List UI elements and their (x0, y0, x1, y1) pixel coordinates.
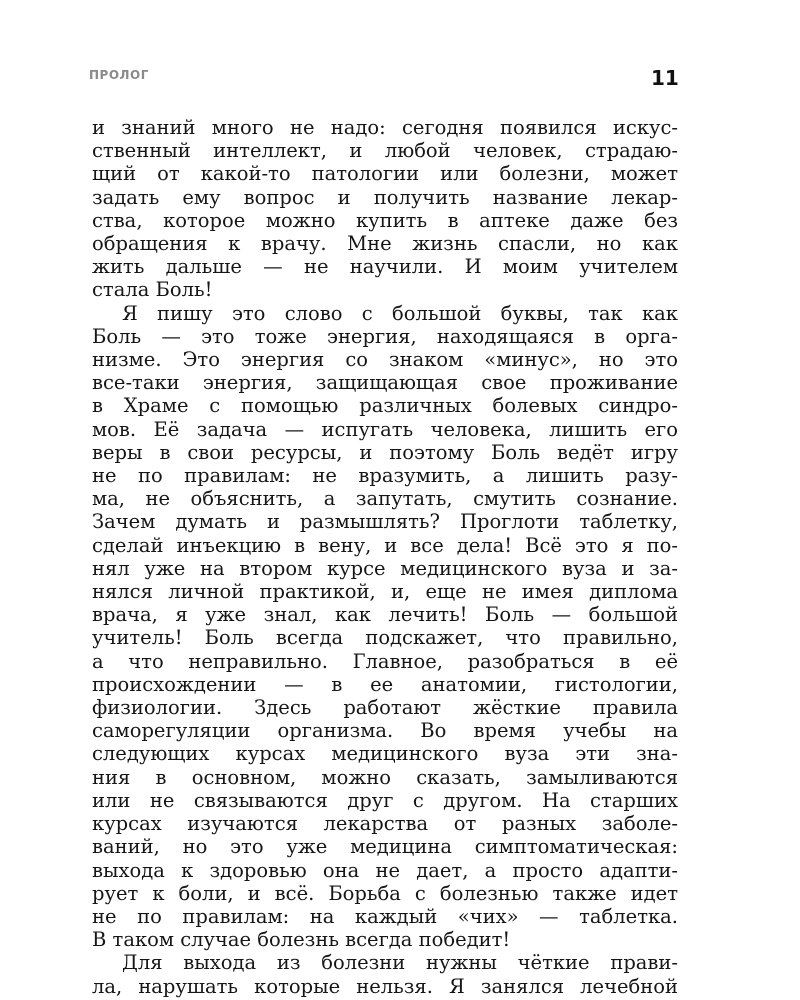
text-line: В таком случае болезнь всегда победит! (92, 928, 511, 952)
text-line: мов. Её задача — испугать человека, лишить его (92, 417, 678, 441)
text-line: и знаний много не надо: сегодня появился искус- (92, 116, 678, 139)
text-line: нял уже на втором курсе медицинского вуза и за- (92, 556, 678, 580)
paragraph-1 (92, 116, 678, 302)
paragraph-3 (92, 951, 678, 997)
text-line: происхождении — в ее анатомии, гистологии, (92, 672, 678, 696)
page-number: 11 (651, 66, 679, 90)
text-line: щий от какой-то патологии или болезни, может (92, 162, 678, 186)
text-line: стала Боль! (92, 278, 213, 302)
text-line: Зачем думать и размышлять? Проглоти таблетку, (92, 510, 678, 534)
text-line: рует к боли, и всё. Борьба с болезнью также идет (92, 881, 678, 905)
text-line: Я пишу это слово с большой буквы, так как (122, 301, 678, 325)
text-line: курсах изучаются лекарства от разных заболе- (92, 812, 678, 836)
text-line: следующих курсах медицинского вуза эти зна- (92, 742, 678, 766)
text-line: ственный интеллект, и любой человек, страдаю- (92, 139, 678, 163)
paragraph-2 (92, 302, 678, 952)
text-line: не по правилам: не вразумить, а лишить разу- (92, 464, 678, 488)
text-line: ния в основном, можно сказать, замыливаются (92, 765, 678, 789)
text-line: ма, не объяснить, а запутать, смутить сознание. (92, 487, 678, 511)
text-line: физиологии. Здесь работают жёсткие правила (92, 696, 678, 720)
text-line: жить дальше — не научили. И моим учителем (92, 255, 678, 279)
running-head: ПРОЛОГ (89, 68, 149, 82)
text-line: ства, которое можно купить в аптеке даже без (92, 208, 678, 232)
text-line: обращения к врачу. Мне жизнь спасли, но как (92, 232, 678, 256)
text-line: все-таки энергия, защищающая свое проживание (92, 371, 678, 395)
text-line: Для выхода из болезни нужны чёткие прави- (122, 951, 678, 975)
text-line: выхода к здоровью она не дает, а просто адапти- (92, 858, 678, 882)
body-text (92, 116, 678, 998)
text-line: задать ему вопрос и получить название лекар- (92, 185, 678, 209)
text-line: сделай инъекцию в вену, и все дела! Всё это я по- (92, 533, 678, 557)
text-line: в Храме с помощью различных болевых синдро- (92, 394, 678, 418)
text-line: не по правилам: на каждый «чих» — таблетка. (92, 904, 678, 928)
text-line: врача, я уже знал, как лечить! Боль — большой (92, 603, 678, 627)
text-line: саморегуляции организма. Во время учебы на (92, 719, 678, 743)
text-line: веры в свои ресурсы, и поэтому Боль ведёт игру (92, 440, 678, 464)
text-line: нялся личной практикой, и, еще не имея диплома (92, 580, 678, 604)
text-line: низме. Это энергия со знаком «минус», но это (92, 348, 678, 372)
text-line: а что неправильно. Главное, разобраться в её (92, 649, 678, 673)
text-line: или не связываются друг с другом. На старших (92, 788, 678, 812)
text-line: Боль — это тоже энергия, находящаяся в орга- (92, 324, 678, 348)
text-line: учитель! Боль всегда подскажет, что правильно, (92, 626, 678, 650)
text-line: ваний, но это уже медицина симптоматическая: (92, 835, 678, 859)
text-line: ла, нарушать которые нельзя. Я занялся лечебной (92, 974, 678, 998)
